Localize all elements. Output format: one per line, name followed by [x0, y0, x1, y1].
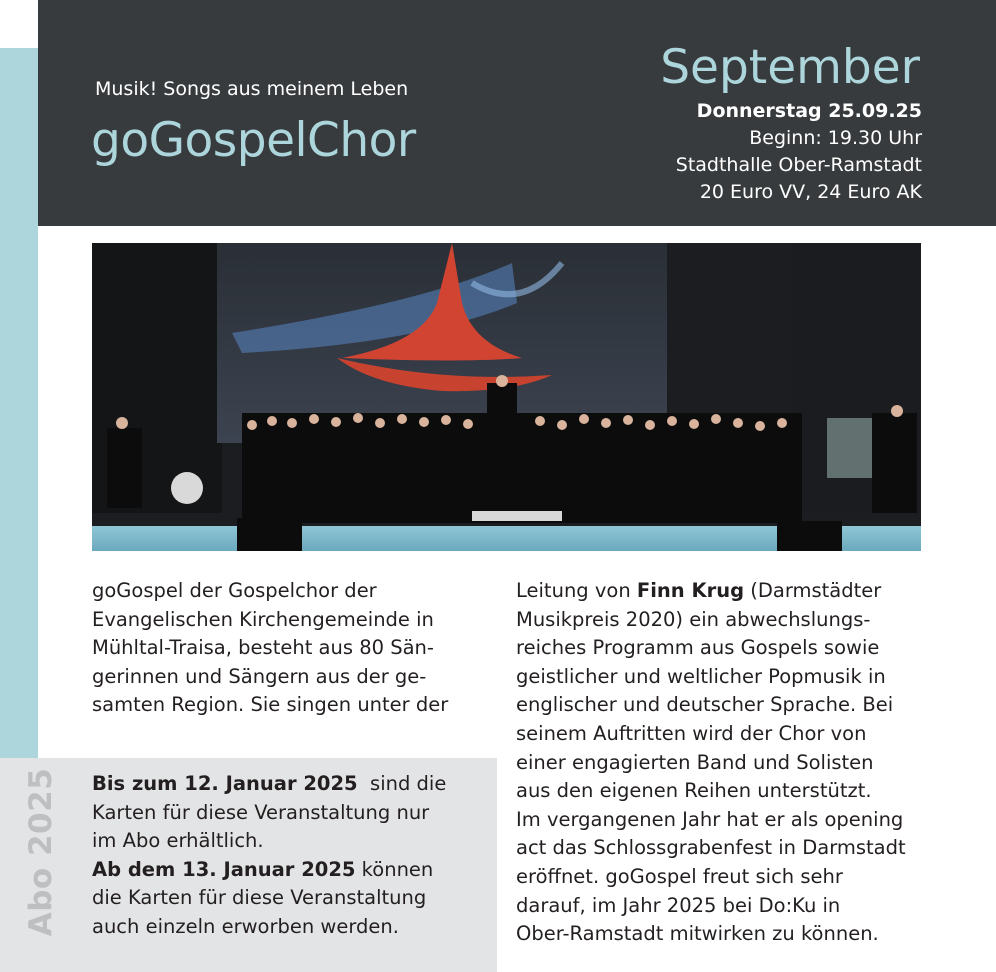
article-line: act das Schlossgrabenfest in Darmstadt	[516, 836, 906, 860]
abo-line	[92, 856, 492, 885]
abo-date-from: Ab dem 13. Januar 2025	[92, 857, 356, 881]
event-venue: Stadthalle Ober-Ramstadt	[675, 154, 922, 176]
article-line: samten Region. Sie singen unter der	[92, 693, 449, 717]
event-month: September	[660, 40, 920, 95]
article-text: (Darmstädter	[744, 579, 882, 602]
abo-text: können	[355, 857, 434, 881]
choir-on-stage-photo	[92, 243, 921, 551]
event-price: 20 Euro VV, 24 Euro AK	[699, 181, 922, 203]
article-line: geistlicher und weltlicher Popmusik in	[516, 664, 886, 688]
abo-line: im Abo erhältlich.	[92, 829, 264, 853]
abo-info-text	[92, 770, 492, 942]
conductor-name: Finn Krug	[636, 579, 745, 602]
accent-side-bar	[0, 48, 38, 758]
event-details	[676, 98, 922, 206]
article-line: seinem Auftritten wird der Chor von	[516, 721, 867, 745]
article-line: eröffnet. goGospel freut sich sehr	[516, 864, 843, 888]
article-line: Mühltal-Traisa, besteht aus 80 Sän-	[92, 636, 434, 660]
article-line-conductor	[516, 577, 956, 606]
abo-text: sind die	[357, 772, 447, 795]
article-line: aus den eigenen Reihen unterstützt.	[516, 779, 872, 803]
article-text: Leitung von	[516, 579, 637, 602]
article-line: Ober-Ramstadt mitwirken zu können.	[516, 922, 879, 946]
article-line: Im vergangenen Jahr hat er als opening	[516, 807, 904, 831]
article-line: gerinnen und Sängern aus der ge-	[92, 664, 427, 688]
article-right-column	[516, 577, 956, 949]
article-line: englischer und deutscher Sprache. Bei	[516, 693, 894, 717]
article-line: darauf, im Jahr 2025 bei Do:Ku in	[516, 893, 841, 917]
article-left-column	[92, 577, 492, 720]
event-date: Donnerstag 25.09.25	[696, 100, 922, 122]
abo-line	[92, 770, 492, 799]
abo-line: Karten für diese Veranstaltung nur	[92, 800, 430, 824]
article-line: Musikpreis 2020) ein abwechslungs-	[516, 607, 871, 631]
article-line: reiches Programm aus Gospels sowie	[516, 636, 880, 660]
article-line: einer engagierten Band und Solisten	[516, 750, 874, 774]
article-line: goGospel der Gospelchor der	[92, 579, 377, 602]
abo-vertical-label: Abo 2025	[23, 767, 59, 937]
event-time: Beginn: 19.30 Uhr	[749, 127, 922, 149]
event-subtitle: Musik! Songs aus meinem Leben	[95, 78, 409, 100]
abo-line: auch einzeln erworben werden.	[92, 914, 399, 938]
abo-line: die Karten für diese Veranstaltung	[92, 886, 427, 910]
article-line: Evangelischen Kirchengemeinde in	[92, 607, 434, 631]
event-title: goGospelChor	[91, 113, 416, 168]
abo-date-until: Bis zum 12. Januar 2025	[92, 772, 358, 795]
